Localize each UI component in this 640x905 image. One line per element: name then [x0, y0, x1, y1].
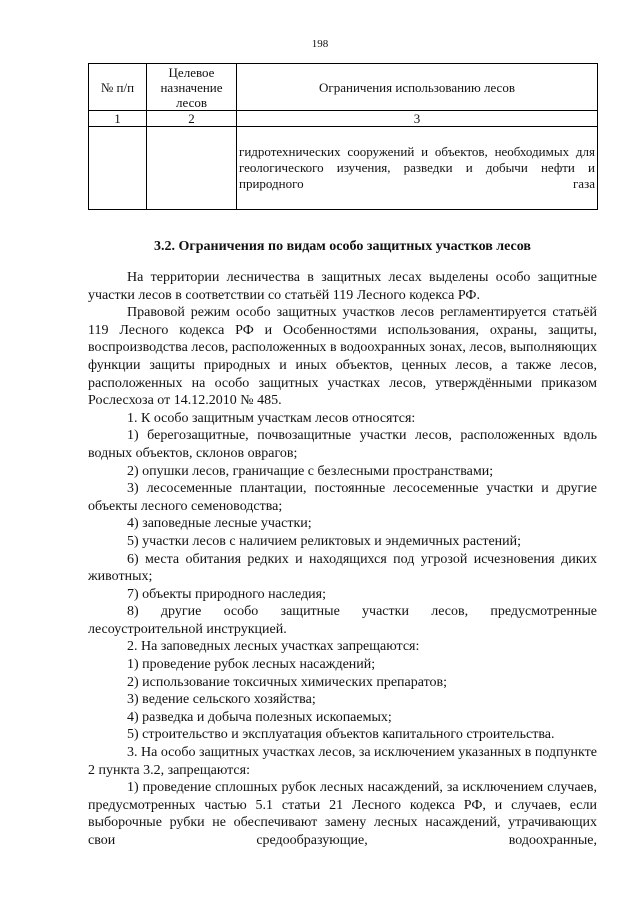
document-body: [88, 269, 597, 850]
list-item: 1) берегозащитные, почвозащитные участки лесов, расположенных вдоль водных объектов, склонов оврагов;: [88, 428, 597, 461]
table-cell-restrictions: [237, 127, 598, 210]
header-purpose: Целевое назначение лесов: [147, 64, 237, 111]
header-number: № п/п: [89, 64, 147, 111]
paragraph: 1. К особо защитным участкам лесов относятся:: [127, 410, 416, 426]
paragraph: Правовой режим особо защитных участков лесов регламентируется статьёй 119 Лесного кодекса РФ и Особенностями использования, охраны, защиты, воспроизводства лесов, расположенных в водоохранных зонах, лесов, выполняющих функции защиты природных и иных объектов, ценных лесов, а также лесов, расположенных на особо защитных участках лесов, утверждёнными приказом Рослесхоза от 14.12.2010 № 485.: [88, 305, 597, 409]
list-item: 2) опушки лесов, граничащие с безлесными пространствами;: [127, 463, 494, 479]
column-number-1: 1: [89, 111, 147, 127]
list-item: 5) участки лесов с наличием реликтовых и эндемичных растений;: [127, 533, 522, 549]
list-item: 1) проведение рубок лесных насаждений;: [127, 657, 376, 673]
list-item: 5) строительство и эксплуатация объектов капитального строительства.: [127, 727, 555, 743]
list-item: 4) разведка и добыча полезных ископаемых;: [127, 709, 392, 725]
paragraph: 3. На особо защитных участках лесов, за исключением указанных в подпункте 2 пункта 3.2, запрещаются:: [88, 745, 597, 778]
column-number-2: 2: [147, 111, 237, 127]
paragraph: 2. На заповедных лесных участках запрещаются:: [127, 639, 420, 655]
list-item: 2) использование токсичных химических препаратов;: [127, 674, 448, 690]
table-column-numbers-row: [89, 111, 598, 127]
list-item: 3) ведение сельского хозяйства;: [127, 692, 316, 708]
table-cell-purpose: [147, 127, 237, 210]
list-item: 4) заповедные лесные участки;: [127, 516, 312, 532]
page-number: 198: [311, 38, 329, 50]
restriction-text: гидротехнических сооружений и объектов, необходимых для геологического изучения, разведки и добычи нефти и природного газа: [239, 144, 595, 191]
list-item: 8) другие особо защитные участки лесов, предусмотренные лесоустроительной инструкцией.: [88, 604, 597, 637]
section-title: 3.2. Ограничения по видам особо защитных участков лесов: [154, 239, 531, 254]
list-item: 3) лесосеменные плантации, постоянные лесосеменные участки и другие объекты лесного семеноводства;: [88, 481, 597, 514]
list-item: 7) объекты природного наследия;: [127, 586, 327, 602]
header-restrictions: Ограничения использованию лесов: [237, 64, 598, 111]
table-header-row: [89, 64, 598, 111]
paragraph: На территории лесничества в защитных лесах выделены особо защитные участки лесов в соответствии со статьёй 119 Лесного кодекса РФ.: [88, 270, 597, 303]
table-cell-number: [89, 127, 147, 210]
list-item: 1) проведение сплошных рубок лесных насаждений, за исключением случаев, предусмотренных частью 5.1 статьи 21 Лесного кодекса РФ, и случаев, если выборочные рубки не обеспечивают замену лесных насаждений, утрачивающих свои средообразующие, водоохранные,: [88, 780, 597, 848]
list-item: 6) места обитания редких и находящихся под угрозой исчезновения диких животных;: [88, 551, 597, 585]
table-row: [89, 127, 598, 210]
column-number-3: 3: [237, 111, 598, 127]
restrictions-table: [88, 63, 598, 210]
